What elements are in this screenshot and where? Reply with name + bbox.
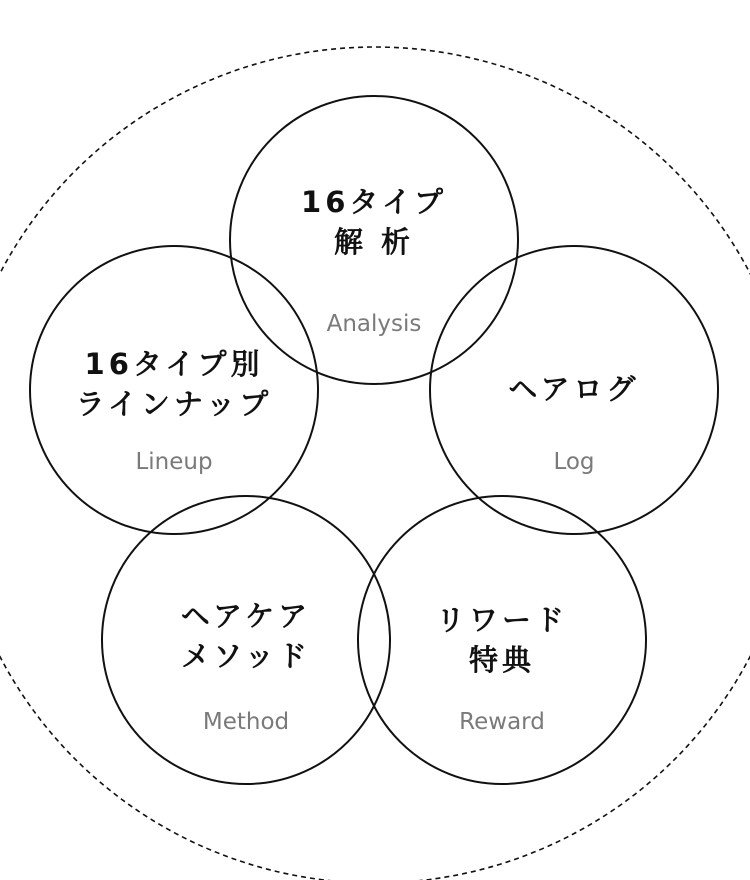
node-analysis	[301, 182, 447, 262]
node-analysis-title	[301, 182, 447, 262]
node-lineup-subtitle: Lineup	[135, 449, 213, 475]
node-method-subtitle: Method	[202, 709, 290, 735]
node-log-subtitle: Log	[553, 449, 595, 475]
node-method-title	[181, 596, 311, 676]
node-log-title	[508, 369, 639, 409]
node-reward-title-line-1: リワード	[435, 603, 569, 637]
outer-dashed-boundary	[0, 47, 750, 880]
node-method-title-line-1: ヘアケア	[180, 599, 312, 633]
node-analysis-title-line-1: 16タイプ	[301, 185, 447, 219]
node-log-title-line-1: ヘアログ	[508, 372, 640, 406]
node-method-title-line-2: メソッド	[181, 639, 311, 673]
node-log	[508, 369, 639, 409]
node-reward-subtitle: Reward	[459, 709, 545, 735]
node-lineup	[76, 344, 273, 424]
node-lineup-title	[76, 344, 273, 424]
node-reward	[436, 600, 568, 680]
node-lineup-title-line-2: ラインナップ	[75, 387, 273, 421]
node-analysis-title-line-2: 解 析	[333, 225, 415, 259]
node-reward-title-line-2: 特典	[468, 643, 536, 677]
node-method	[181, 596, 311, 676]
node-analysis-subtitle: Analysis	[326, 311, 422, 337]
node-reward-title	[436, 600, 568, 680]
node-lineup-title-line-1: 16タイプ別	[84, 347, 264, 381]
